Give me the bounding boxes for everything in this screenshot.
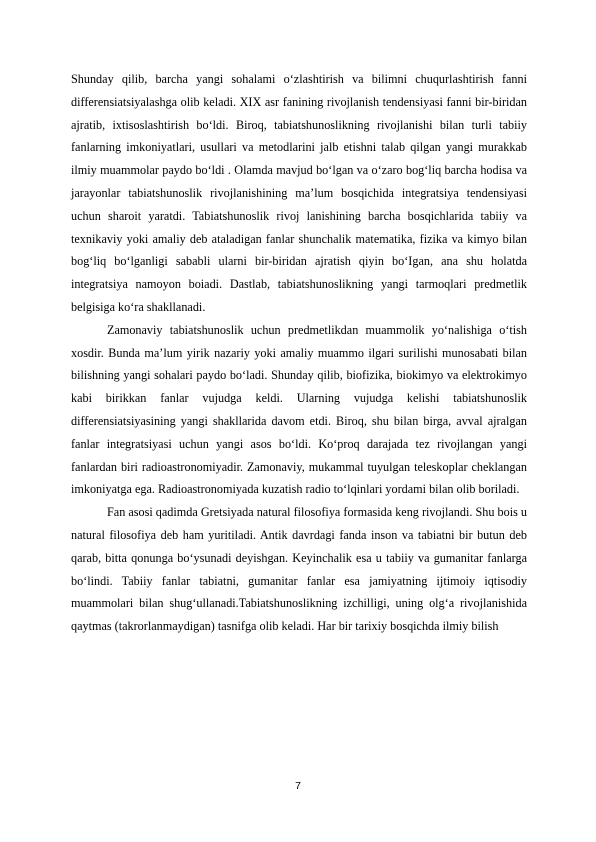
page-number: 7 xyxy=(295,780,301,792)
paragraph-2: Zamonaviy tabiatshunoslik uchun predmetlikdan muammolik yo‘nalishiga o‘tish xosdir. Bunda ma’lum yirik nazariy yoki amaliy muammo ilgari surilishi munosabati bilan bilishning yangi sohalari paydo bo‘ladi. Shunday qilib, biofizika, biokimyo va elektrokimyo kabi birikkan fanlar vujudga keldi. Ularning vujudga kelishi tabiatshunoslik differensiatsiyasining yangi shakllarida davom etdi. Biroq, shu bilan birga, avval ajralgan fanlar integratsiyasi uchun yangi asos bo‘ldi. Ko‘proq darajada tez rivojlangan yangi fanlardan biri radioastronomiyadir. Zamonaviy, mukammal tuyulgan teleskoplar cheklangan imkoniyatga ega. Radioastronomiyada kuzatish radio to‘lqinlari yordami bilan olib boriladi. xyxy=(71,322,527,497)
paragraph-3: Fan asosi qadimda Gretsiyada natural filosofiya formasida keng rivojlandi. Shu bois u natural filosofiya deb ham yuritiladi. Antik davrdagi fanda inson va tabiatni bir butun deb qarab, bitta qonunga bo‘ysunadi deyishgan. Keyinchalik esa u tabiiy va gumanitar fanlarga bo‘lindi. Tabiiy fanlar tabiatni, gumanitar fanlar esa jamiyatning ijtimoiy iqtisodiy muammolari bilan shug‘ullanadi.Tabiatshunoslikning izchilligi, uning olg‘a rivojlanishida qaytmas (takrorlanmaydigan) tasnifga olib keladi. Har bir tarixiy bosqichda ilmiy bilish xyxy=(71,505,527,634)
paragraph-1: Shunday qilib, barcha yangi sohalami o‘zlashtirish va bilimni chuqurlashtirish fanni differensiatsiyalashga olib keladi. XIX asr fanining rivojlanish tendensiyasi fanni bir-biridan ajratib, ixtisoslashtirish bo‘ldi. Biroq, tabiatshunoslikning rivojlanishi bilan turli tabiiy fanlarning imkoniyatlari, usullari va metodlarini jalb etishni talab qilgan yangi murakkab ilmiy muammolar paydo bo‘ldi . Olamda mavjud bo‘lgan va o‘zaro bog‘liq barcha hodisa va jarayonlar tabiatshunoslik rivojlanishining ma’lum bosqichida integratsiya tendensiyasi uchun sharoit yaratdi. Tabiatshunoslik rivoj lanishining barcha bosqichlarida tabiiy va texnikaviy yoki amaliy deb ataladigan fanlar shunchalik matematika, fizika va kimyo bilan bog‘liq bo‘lganligi sababli ularni bir-biridan ajratish qiyin bo‘Igan, ana shu holatda integratsiya namoyon boiadi. Dastlab, tabiatshunoslikning yangi tarmoqlari predmetlik belgisiga ko‘ra shakllanadi. xyxy=(71,72,527,314)
document-body xyxy=(71,68,527,638)
